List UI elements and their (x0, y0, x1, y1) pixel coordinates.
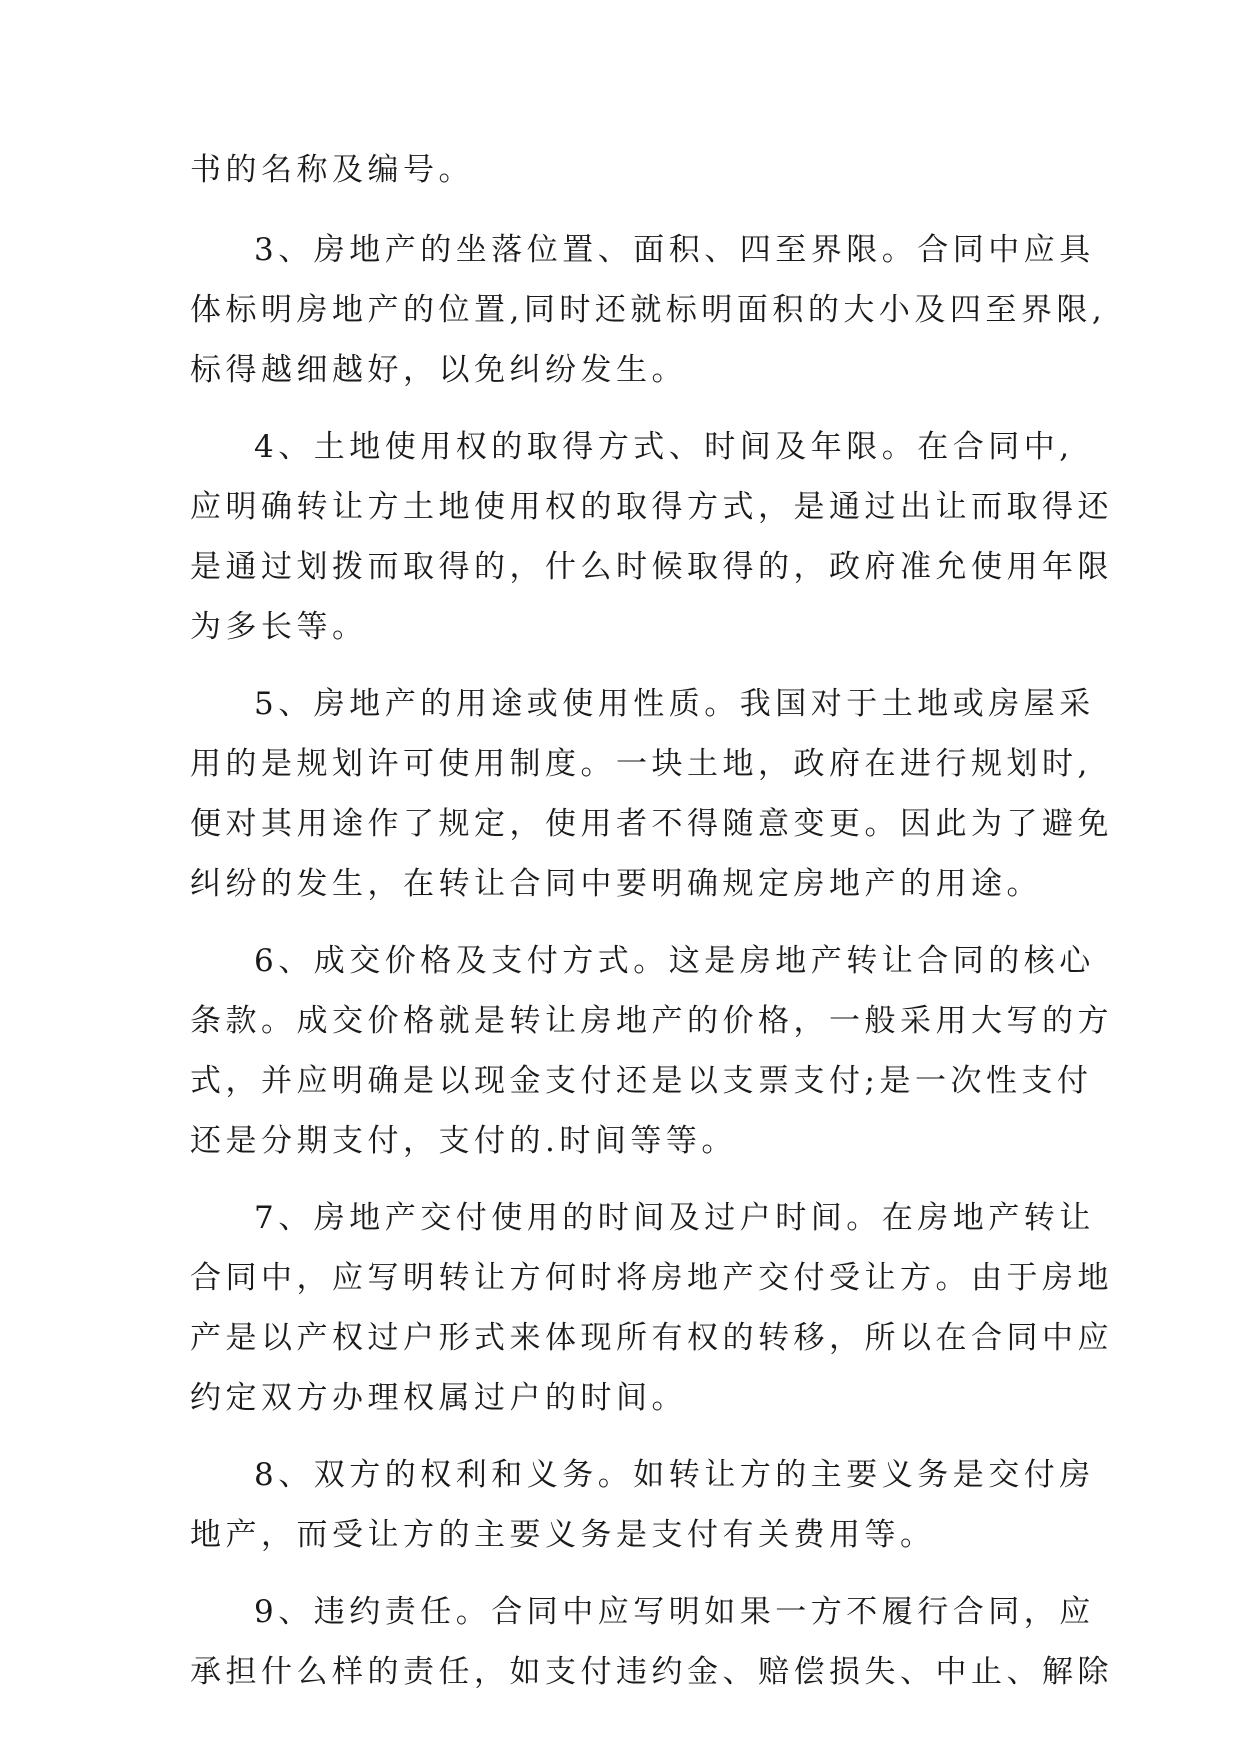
text-line: 书的名称及编号。 (190, 152, 474, 188)
text-line: 还是分期支付，支付的.时间等等。 (190, 1123, 737, 1159)
text-line: 承担什么样的责任，如支付违约金、赔偿损失、中止、解除 (190, 1654, 1113, 1690)
paragraph-4-start: 4、土地使用权的取得方式、时间及年限。在合同中, (254, 429, 1074, 465)
text-line: 式，并应明确是以现金支付还是以支票支付;是一次性支付 (190, 1063, 1093, 1099)
text-line: 体标明房地产的位置,同时还就标明面积的大小及四至界限, (190, 292, 1107, 328)
text-line: 用的是规划许可使用制度。一块土地，政府在进行规划时, (190, 746, 1092, 782)
paragraph-9-start: 9、违约责任。合同中应写明如果一方不履行合同，应 (254, 1594, 1095, 1630)
text-line: 地产，而受让方的主要义务是支付有关费用等。 (190, 1517, 936, 1553)
text-line: 便对其用途作了规定，使用者不得随意变更。因此为了避免 (190, 806, 1113, 842)
text-line: 纠纷的发生，在转让合同中要明确规定房地产的用途。 (190, 866, 1042, 902)
text-line: 产是以产权过户形式来体现所有权的转移，所以在合同中应 (190, 1320, 1113, 1356)
paragraph-8-start: 8、双方的权利和义务。如转让方的主要义务是交付房 (254, 1457, 1095, 1493)
text-line: 约定双方办理权属过户的时间。 (190, 1380, 687, 1416)
paragraph-3-start: 3、房地产的坐落位置、面积、四至界限。合同中应具 (254, 232, 1095, 268)
paragraph-7-start: 7、房地产交付使用的时间及过户时间。在房地产转让 (254, 1200, 1095, 1236)
text-line: 应明确转让方土地使用权的取得方式，是通过出让而取得还 (190, 489, 1113, 525)
text-line: 条款。成交价格就是转让房地产的价格，一般采用大写的方 (190, 1003, 1113, 1039)
text-line: 标得越细越好，以免纠纷发生。 (190, 352, 687, 388)
text-line: 合同中，应写明转让方何时将房地产交付受让方。由于房地 (190, 1260, 1113, 1296)
paragraph-5-start: 5、房地产的用途或使用性质。我国对于土地或房屋采 (254, 686, 1095, 722)
text-line: 是通过划拨而取得的，什么时候取得的，政府准允使用年限 (190, 549, 1113, 585)
paragraph-6-start: 6、成交价格及支付方式。这是房地产转让合同的核心 (254, 943, 1095, 979)
text-line: 为多长等。 (190, 609, 368, 645)
